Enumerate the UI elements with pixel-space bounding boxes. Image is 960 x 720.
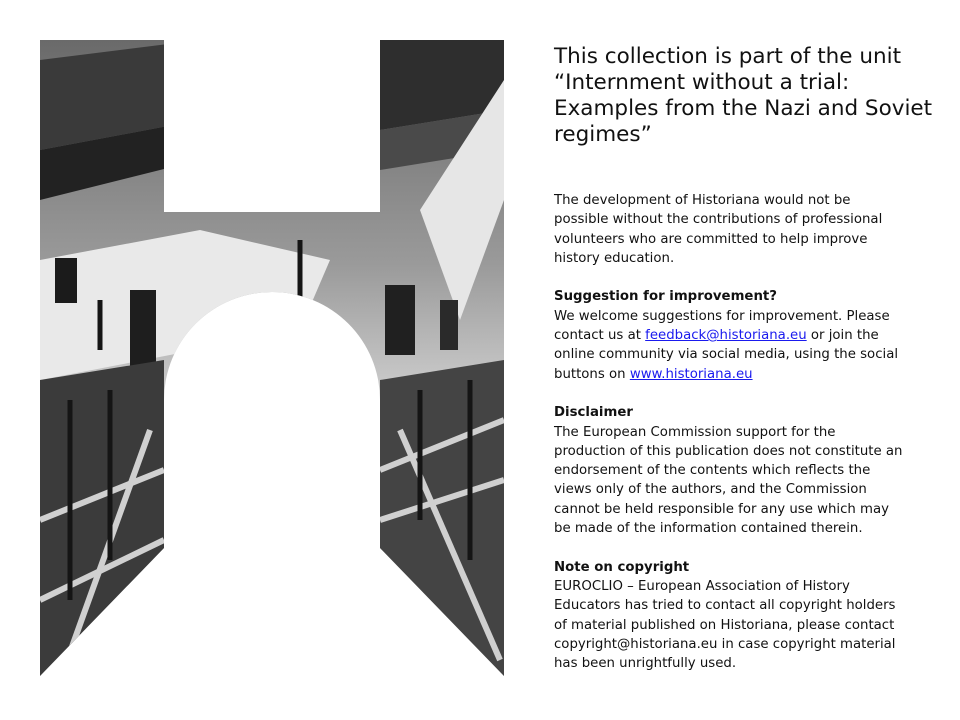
disclaimer-line: views only of the authors, and the Commission [554,482,867,498]
copyright-line: EUROCLIO – European Association of History [554,578,850,594]
intro-line: volunteers who are committed to help improve [554,231,868,247]
suggestion-line: We welcome suggestions for improvement. Please [554,308,890,324]
title-line: Examples from the Nazi and Soviet [554,96,933,121]
intro-line: possible without the contributions of professional [554,212,883,228]
suggestion-section [554,287,944,383]
suggestion-line [554,365,944,384]
suggestion-heading: Suggestion for improvement? [554,289,777,305]
intro-line: The development of Historiana would not be [554,193,851,208]
copyright-heading: Note on copyright [554,559,690,575]
collection-title [554,44,944,148]
disclaimer-line: production of this publication does not constitute an [554,443,903,459]
feedback-email-link[interactable]: feedback@historiana.eu [645,328,807,344]
disclaimer-line: The European Commission support for the [554,424,836,440]
disclaimer-line: endorsement of the contents which reflects the [554,463,871,479]
suggestion-text: contact us at [554,328,646,344]
intro-line: history education. [554,250,675,266]
info-panel [554,44,944,693]
disclaimer-line: cannot be held responsible for any use which may [554,501,890,517]
title-line: This collection is part of the unit [554,44,902,69]
title-line: regimes” [554,122,652,147]
copyright-section [554,558,944,674]
copyright-line: has been unrightfully used. [554,656,737,672]
website-link[interactable]: www.historiana.eu [629,366,753,382]
disclaimer-heading: Disclaimer [554,405,633,421]
copyright-line: of material published on Historiana, please contact [554,617,895,633]
intro-paragraph [554,191,944,268]
suggestion-line [554,326,944,345]
copyright-line: Educators has tried to contact all copyright holders [554,598,896,614]
title-line: “Internment without a trial: [554,70,850,95]
suggestion-text: buttons on [554,366,630,382]
disclaimer-section [554,403,944,538]
copyright-line: copyright@historiana.eu in case copyright material [554,636,896,652]
suggestion-line: online community via social media, using the social [554,347,899,363]
disclaimer-line: be made of the information contained therein. [554,521,863,537]
suggestion-text: or join the [806,328,879,344]
